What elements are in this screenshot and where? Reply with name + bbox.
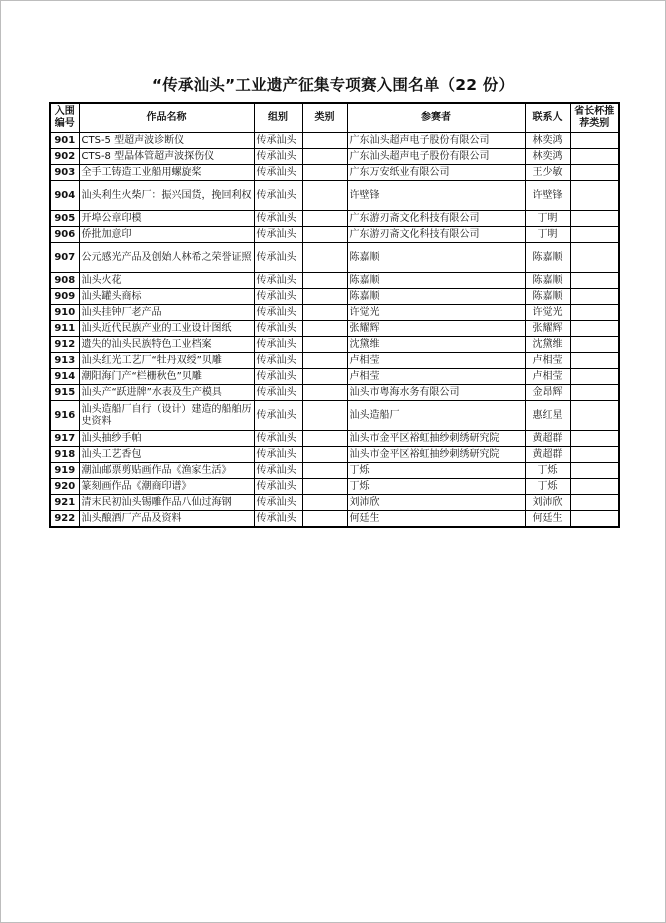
cell-award xyxy=(570,431,619,447)
cell-group: 传承汕头 xyxy=(254,227,302,243)
header-no: 入围编号 xyxy=(50,103,79,133)
table-row xyxy=(50,305,619,321)
shortlist-table xyxy=(49,102,620,528)
cell-category xyxy=(302,337,347,353)
cell-contact: 王少敏 xyxy=(525,165,570,181)
cell-participant: 陈嘉顺 xyxy=(347,289,525,305)
cell-group: 传承汕头 xyxy=(254,495,302,511)
cell-contact: 陈嘉顺 xyxy=(525,243,570,273)
cell-participant: 广东游刃斋文化科技有限公司 xyxy=(347,227,525,243)
cell-award xyxy=(570,511,619,528)
cell-no: 912 xyxy=(50,337,79,353)
cell-name: 汕头挂钟厂老产品 xyxy=(79,305,254,321)
cell-group: 传承汕头 xyxy=(254,401,302,431)
cell-no: 918 xyxy=(50,447,79,463)
cell-contact: 何廷生 xyxy=(525,511,570,528)
cell-no: 920 xyxy=(50,479,79,495)
table-row xyxy=(50,447,619,463)
header-name: 作品名称 xyxy=(79,103,254,133)
cell-category xyxy=(302,495,347,511)
cell-participant: 许壁锋 xyxy=(347,181,525,211)
cell-category xyxy=(302,321,347,337)
cell-no: 921 xyxy=(50,495,79,511)
table-row xyxy=(50,511,619,528)
cell-name: 汕头火花 xyxy=(79,273,254,289)
cell-no: 922 xyxy=(50,511,79,528)
cell-award xyxy=(570,227,619,243)
cell-contact: 丁明 xyxy=(525,211,570,227)
cell-contact: 许壁锋 xyxy=(525,181,570,211)
cell-group: 传承汕头 xyxy=(254,149,302,165)
table-row xyxy=(50,369,619,385)
cell-group: 传承汕头 xyxy=(254,289,302,305)
cell-contact: 林奕鸿 xyxy=(525,149,570,165)
cell-no: 911 xyxy=(50,321,79,337)
table-row xyxy=(50,337,619,353)
table-row xyxy=(50,289,619,305)
table-row xyxy=(50,463,619,479)
cell-category xyxy=(302,181,347,211)
cell-award xyxy=(570,243,619,273)
cell-category xyxy=(302,133,347,149)
table-row xyxy=(50,227,619,243)
cell-participant: 刘沛欣 xyxy=(347,495,525,511)
cell-group: 传承汕头 xyxy=(254,463,302,479)
header-participant: 参赛者 xyxy=(347,103,525,133)
cell-participant: 广东游刃斋文化科技有限公司 xyxy=(347,211,525,227)
cell-name: 汕头产“跃进牌”水表及生产模具 xyxy=(79,385,254,401)
cell-contact: 丁烁 xyxy=(525,463,570,479)
cell-award xyxy=(570,289,619,305)
cell-no: 908 xyxy=(50,273,79,289)
table-row xyxy=(50,181,619,211)
cell-category xyxy=(302,385,347,401)
table-row xyxy=(50,243,619,273)
cell-contact: 金昂辉 xyxy=(525,385,570,401)
table-row xyxy=(50,431,619,447)
cell-name: 汕头工艺香包 xyxy=(79,447,254,463)
cell-no: 917 xyxy=(50,431,79,447)
cell-category xyxy=(302,479,347,495)
header-group: 组别 xyxy=(254,103,302,133)
cell-award xyxy=(570,337,619,353)
cell-name: 全手工铸造工业船用螺旋桨 xyxy=(79,165,254,181)
cell-participant: 卢相莹 xyxy=(347,353,525,369)
cell-name: 汕头造船厂自行（设计）建造的船舶历史资料 xyxy=(79,401,254,431)
cell-group: 传承汕头 xyxy=(254,447,302,463)
cell-no: 907 xyxy=(50,243,79,273)
cell-award xyxy=(570,273,619,289)
cell-name: 潮汕邮票剪贴画作品《渔家生活》 xyxy=(79,463,254,479)
cell-group: 传承汕头 xyxy=(254,369,302,385)
header-award: 省长杯推荐类别 xyxy=(570,103,619,133)
table-row xyxy=(50,273,619,289)
cell-no: 906 xyxy=(50,227,79,243)
cell-award xyxy=(570,401,619,431)
table-row xyxy=(50,495,619,511)
cell-no: 901 xyxy=(50,133,79,149)
cell-group: 传承汕头 xyxy=(254,133,302,149)
cell-no: 916 xyxy=(50,401,79,431)
cell-award xyxy=(570,385,619,401)
cell-no: 903 xyxy=(50,165,79,181)
cell-no: 910 xyxy=(50,305,79,321)
table-row xyxy=(50,401,619,431)
cell-category xyxy=(302,273,347,289)
cell-contact: 卢相莹 xyxy=(525,353,570,369)
cell-category xyxy=(302,447,347,463)
document-title: “传承汕头”工业遗产征集专项赛入围名单（22 份） xyxy=(151,76,515,94)
cell-name: 汕头近代民族产业的工业设计图纸 xyxy=(79,321,254,337)
cell-name: 清末民初汕头锡雕作品八仙过海钢 xyxy=(79,495,254,511)
cell-name: 汕头酿酒厂产品及资料 xyxy=(79,511,254,528)
cell-contact: 刘沛欣 xyxy=(525,495,570,511)
cell-name: CTS-5 型超声波诊断仪 xyxy=(79,133,254,149)
cell-contact: 陈嘉顺 xyxy=(525,273,570,289)
cell-contact: 丁烁 xyxy=(525,479,570,495)
cell-award xyxy=(570,495,619,511)
cell-contact: 张耀辉 xyxy=(525,321,570,337)
cell-award xyxy=(570,321,619,337)
cell-participant: 丁烁 xyxy=(347,479,525,495)
cell-category xyxy=(302,401,347,431)
cell-name: 开埠公章印模 xyxy=(79,211,254,227)
cell-award xyxy=(570,447,619,463)
cell-participant: 汕头造船厂 xyxy=(347,401,525,431)
table-header-row xyxy=(50,103,619,133)
cell-award xyxy=(570,305,619,321)
cell-group: 传承汕头 xyxy=(254,305,302,321)
cell-name: 汕头红光工艺厂“牡丹双绶”贝雕 xyxy=(79,353,254,369)
table-row xyxy=(50,353,619,369)
cell-award xyxy=(570,353,619,369)
cell-award xyxy=(570,463,619,479)
cell-award xyxy=(570,369,619,385)
cell-participant: 卢相莹 xyxy=(347,369,525,385)
cell-no: 909 xyxy=(50,289,79,305)
table-row xyxy=(50,211,619,227)
cell-category xyxy=(302,369,347,385)
table-row xyxy=(50,385,619,401)
cell-participant: 张耀辉 xyxy=(347,321,525,337)
cell-contact: 许觉光 xyxy=(525,305,570,321)
cell-name: 篆刻画作品《潮商印谱》 xyxy=(79,479,254,495)
header-category: 类别 xyxy=(302,103,347,133)
cell-group: 传承汕头 xyxy=(254,385,302,401)
cell-name: 公元感光产品及创始人林希之荣誉证照 xyxy=(79,243,254,273)
cell-contact: 丁明 xyxy=(525,227,570,243)
cell-name: 遗失的汕头民族特色工业档案 xyxy=(79,337,254,353)
cell-contact: 黄超群 xyxy=(525,431,570,447)
cell-participant: 广东万安纸业有限公司 xyxy=(347,165,525,181)
cell-participant: 何廷生 xyxy=(347,511,525,528)
cell-contact: 卢相莹 xyxy=(525,369,570,385)
cell-no: 919 xyxy=(50,463,79,479)
cell-participant: 广东汕头超声电子股份有限公司 xyxy=(347,149,525,165)
table-row xyxy=(50,165,619,181)
cell-participant: 丁烁 xyxy=(347,463,525,479)
cell-name: 侨批加意印 xyxy=(79,227,254,243)
cell-no: 905 xyxy=(50,211,79,227)
cell-group: 传承汕头 xyxy=(254,211,302,227)
cell-award xyxy=(570,479,619,495)
cell-no: 913 xyxy=(50,353,79,369)
cell-award xyxy=(570,211,619,227)
cell-participant: 广东汕头超声电子股份有限公司 xyxy=(347,133,525,149)
cell-category xyxy=(302,149,347,165)
table-row xyxy=(50,321,619,337)
cell-no: 902 xyxy=(50,149,79,165)
cell-participant: 汕头市金平区裕虹抽纱刺绣研究院 xyxy=(347,447,525,463)
cell-group: 传承汕头 xyxy=(254,321,302,337)
cell-group: 传承汕头 xyxy=(254,431,302,447)
cell-group: 传承汕头 xyxy=(254,243,302,273)
cell-name: 潮阳海门产“栏栅秋色”贝雕 xyxy=(79,369,254,385)
table-row xyxy=(50,133,619,149)
cell-award xyxy=(570,133,619,149)
cell-category xyxy=(302,431,347,447)
cell-award xyxy=(570,149,619,165)
cell-group: 传承汕头 xyxy=(254,273,302,289)
cell-participant: 汕头市金平区裕虹抽纱刺绣研究院 xyxy=(347,431,525,447)
cell-category xyxy=(302,227,347,243)
cell-group: 传承汕头 xyxy=(254,353,302,369)
cell-award xyxy=(570,165,619,181)
header-contact: 联系人 xyxy=(525,103,570,133)
cell-no: 915 xyxy=(50,385,79,401)
cell-participant: 许觉光 xyxy=(347,305,525,321)
cell-category xyxy=(302,211,347,227)
cell-group: 传承汕头 xyxy=(254,511,302,528)
cell-name: 汕头抽纱手帕 xyxy=(79,431,254,447)
cell-award xyxy=(570,181,619,211)
cell-group: 传承汕头 xyxy=(254,337,302,353)
cell-participant: 沈黛维 xyxy=(347,337,525,353)
cell-category xyxy=(302,305,347,321)
cell-no: 914 xyxy=(50,369,79,385)
cell-group: 传承汕头 xyxy=(254,181,302,211)
cell-contact: 黄超群 xyxy=(525,447,570,463)
cell-no: 904 xyxy=(50,181,79,211)
cell-participant: 汕头市粤海水务有限公司 xyxy=(347,385,525,401)
cell-contact: 林奕鸿 xyxy=(525,133,570,149)
cell-contact: 陈嘉顺 xyxy=(525,289,570,305)
cell-category xyxy=(302,289,347,305)
cell-group: 传承汕头 xyxy=(254,165,302,181)
cell-group: 传承汕头 xyxy=(254,479,302,495)
cell-category xyxy=(302,353,347,369)
cell-participant: 陈嘉顺 xyxy=(347,243,525,273)
cell-category xyxy=(302,165,347,181)
cell-participant: 陈嘉顺 xyxy=(347,273,525,289)
cell-contact: 沈黛维 xyxy=(525,337,570,353)
cell-name: 汕头罐头商标 xyxy=(79,289,254,305)
cell-category xyxy=(302,511,347,528)
cell-contact: 惠红星 xyxy=(525,401,570,431)
cell-name: 汕头利生火柴厂：振兴国货，挽回利权 xyxy=(79,181,254,211)
table-row xyxy=(50,479,619,495)
cell-name: CTS-8 型晶体管超声波探伤仪 xyxy=(79,149,254,165)
table-row xyxy=(50,149,619,165)
cell-category xyxy=(302,243,347,273)
cell-category xyxy=(302,463,347,479)
